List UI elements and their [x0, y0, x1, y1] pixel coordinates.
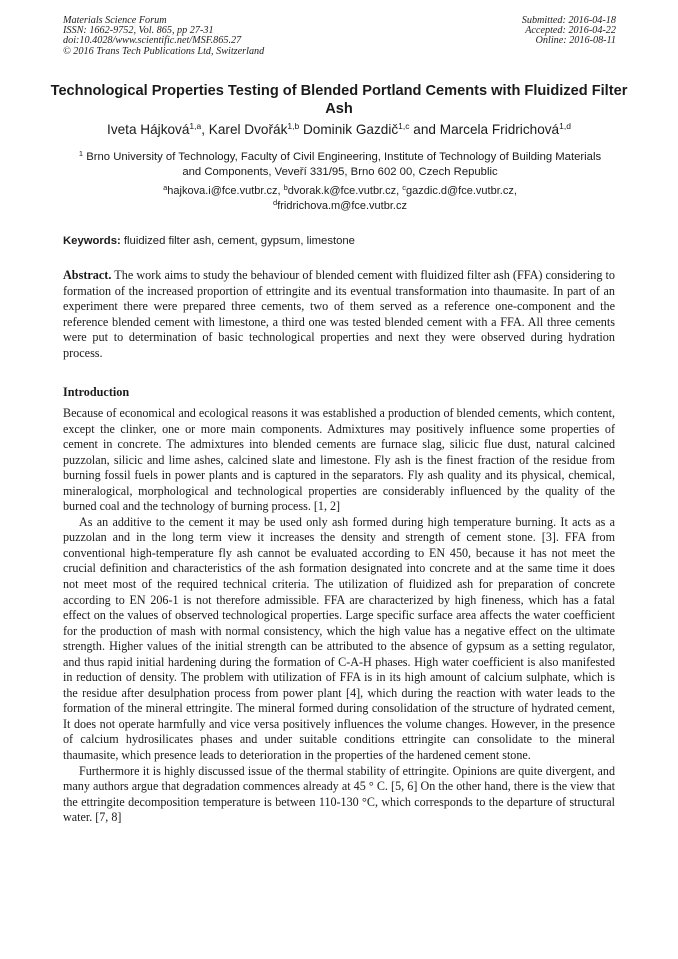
- paragraph: Furthermore it is highly discussed issue of the thermal stability of ettringite. Opinions are quite divergent, and many authors argue that degradation commences already at 45 ° C. [5, 6] On the other hand, there is the view that the ettringite decomposition temperature is between 110-130 °C, which corresponds to the departure of structural water. [7, 8]: [63, 763, 615, 825]
- online-date: Online: 2016-08-11: [535, 35, 616, 47]
- abstract: [63, 268, 615, 362]
- paragraph: Because of economical and ecological reasons it was established a production of blended cements, which content, except the clinker, one or more main components. Admixtures may positively influence some properties of cement in concrete. The admixtures into blended cements are furnace slag, silicic flue dust, natural calcined puzzolan, silicic and lime ashes, calcined slate and limestone. Fly ash is the finest fraction of the residue from burning fossil fuels in power plants and is captured in the separators. Fly ash quality and its physical, chemical, mineralogical, morphological and technological properties are considerably influenced by the quality of the burned coal and the technology of burning process. [1, 2]: [63, 406, 615, 514]
- email-sup: d: [273, 198, 278, 207]
- doi: doi:10.4028/www.scientific.net/MSF.865.27: [63, 35, 242, 47]
- affiliation-sup: 1: [78, 149, 84, 158]
- journal-header: [63, 16, 264, 57]
- author-sup: 1,c: [398, 121, 410, 131]
- author-sup: 1,a: [189, 121, 202, 131]
- email: dvorak.k@fce.vutbr.cz: [287, 185, 397, 197]
- introduction-body: [63, 406, 615, 826]
- author-sup: 1,b: [287, 121, 300, 131]
- affiliation-text: Brno University of Technology, Faculty of Civil Engineering, Institute of Technology of Building Materials and Components, Veveří 331/95, Brno 602 00, Czech Republic: [83, 151, 602, 178]
- keywords-text: fluidized filter ash, cement, gypsum, limestone: [120, 235, 355, 247]
- keywords: [63, 234, 355, 249]
- author-sup: 1,d: [559, 121, 571, 131]
- email-sup: a: [163, 183, 168, 192]
- issn: ISSN: 1662-9752, Vol. 865, pp 27-31: [63, 25, 214, 37]
- abstract-text: The work aims to study the behaviour of blended cement with fluidized filter ash (FFA) considering to formation of the increased proportion of ettringite and its eventual transformation into thaumasite. In part of an experiment there were prepared three cements, two of them served as a reference one-component and the reference blended cement with limestone, a third one was tested blended cement with a FFA. All three cements were put to determination of basic technological properties and next they were observed during hydration process.: [63, 268, 615, 360]
- author-sep: and: [409, 122, 440, 137]
- paragraph: As an additive to the cement it may be used only ash formed during high temperature burning. It acts as a puzzolan and in the long term view it increases the density and strength of cement stone. [3]. FFA from conventional high-temperature fly ash cannot be evaluated according to EN 450, because it has not meet the crucial definition and characteristics of the ash formation designated into concrete and at the same time it does not meet most of the required technical criteria. The utilization of fluidized ash for preparation of concrete according to EN 206-1 is not therefore admissible. FFA are characterized by high fineness, which has a fatal effect on the values of observed technological properties. Large specific surface area affects the water coefficient for the production of mash with normal consistency, which the high value has a negative effect on the ultimate strength. Higher values of the initial strength can be attributed to the absence of gypsum as a setting regulator, and thus rapid initial hardening during the formation of C-A-H phases. High water coefficient is also manifested in reduction of density. The problem with utilization of FFA is in its high amount of calcium sulphate, which is the residue after desulphation process from power plant [4], which during the reaction with water leads to the formation of the mineral ettringite. The mineral formed during consolidation of the structure of hydrated cement, It does not operate harmfully and vice versa positively influences the volume changes. However, in the presence of calcium hydrosilicates phases and under suitable conditions ettringite can consolidate to the mineral thaumasite, which presence leads to deterioration in the properties of the hardened cement stone.: [63, 514, 615, 763]
- author: Dominik Gazdič: [302, 122, 399, 137]
- accepted-date: Accepted: 2016-04-22: [525, 25, 616, 37]
- email-sup: c: [402, 183, 407, 192]
- affiliation: [70, 150, 610, 180]
- author: Karel Dvořák: [208, 122, 288, 137]
- keywords-label: Keywords:: [63, 235, 121, 247]
- author-list: [0, 122, 678, 138]
- paper-title: Technological Properties Testing of Blended Portland Cements with Fluidized Filter Ash: [50, 83, 628, 117]
- email: hajkova.i@fce.vutbr.cz: [167, 185, 278, 197]
- dates-header: [522, 16, 616, 47]
- abstract-label: Abstract.: [63, 268, 112, 282]
- author-sep: ,: [201, 122, 209, 137]
- email-sep: ,: [513, 185, 517, 197]
- author-emails: [70, 184, 610, 214]
- journal-name: Materials Science Forum: [63, 15, 167, 26]
- author: Marcela Fridrichová: [439, 122, 560, 137]
- section-heading-introduction: Introduction: [63, 385, 130, 399]
- author: Iveta Hájková: [107, 122, 190, 137]
- email: gazdic.d@fce.vutbr.cz: [406, 185, 514, 197]
- copyright: © 2016 Trans Tech Publications Ltd, Switzerland: [63, 45, 265, 57]
- email-sep: ,: [277, 185, 284, 197]
- submitted-date: Submitted: 2016-04-18: [521, 15, 616, 26]
- email-sep: ,: [396, 185, 403, 197]
- email: fridrichova.m@fce.vutbr.cz: [277, 200, 407, 212]
- email-sup: b: [283, 183, 288, 192]
